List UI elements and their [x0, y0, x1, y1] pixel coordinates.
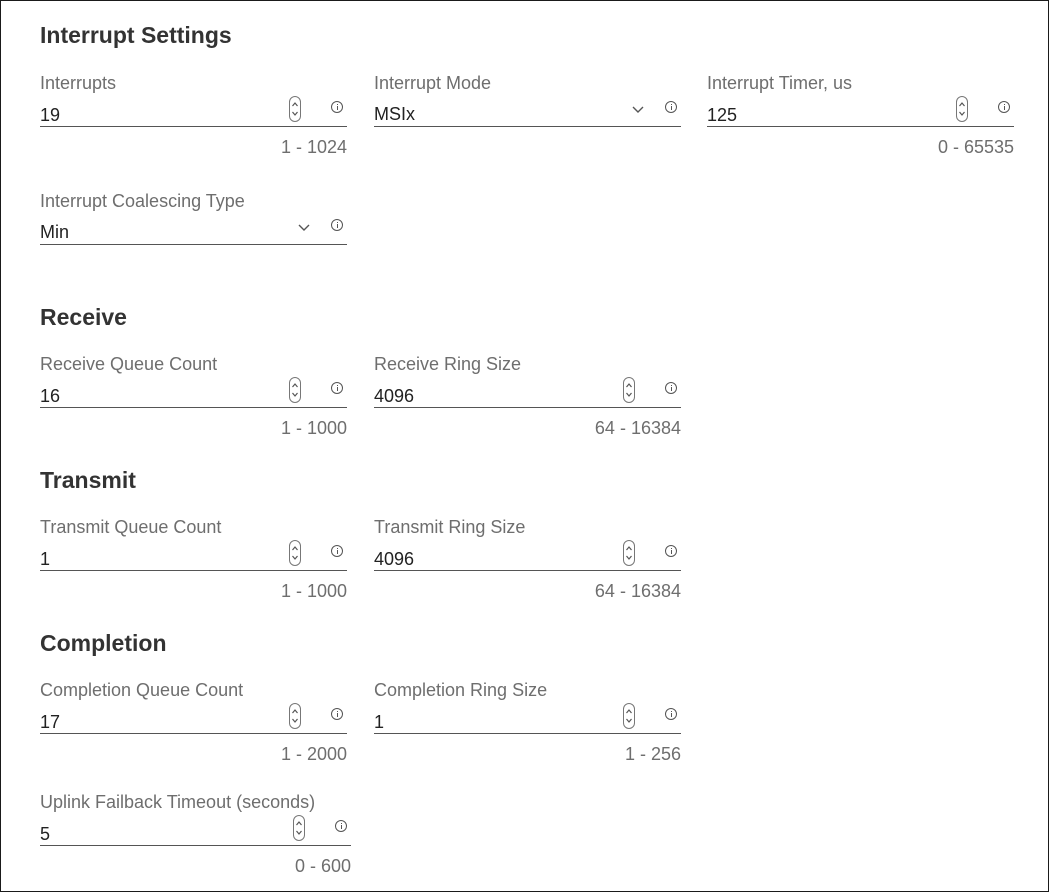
stepper-icon[interactable] [289, 540, 301, 566]
interrupt-timer-range: 0 - 65535 [937, 137, 1014, 157]
stepper-icon[interactable] [293, 815, 305, 841]
interrupts-label: Interrupts [40, 73, 117, 93]
info-icon[interactable] [331, 219, 343, 231]
interrupt-timer-label: Interrupt Timer, us [707, 73, 853, 93]
info-icon[interactable] [335, 820, 347, 832]
stepper-icon[interactable] [623, 377, 635, 403]
info-icon[interactable] [665, 545, 677, 557]
info-icon[interactable] [665, 382, 677, 394]
interrupt-timer-input[interactable] [707, 105, 937, 126]
section-title-interrupt: Interrupt Settings [40, 22, 232, 48]
receive-ring-size-input[interactable] [374, 386, 604, 407]
info-icon[interactable] [331, 382, 343, 394]
uplink-failback-timeout-input[interactable] [40, 824, 270, 845]
receive-queue-count-field [40, 355, 347, 455]
info-icon[interactable] [331, 708, 343, 720]
interrupt-timer-input-wrapper [707, 98, 1014, 127]
transmit-ring-size-input[interactable] [374, 549, 604, 570]
transmit-ring-size-label: Transmit Ring Size [374, 517, 526, 537]
uplink-failback-timeout-label: Uplink Failback Timeout (seconds) [40, 792, 316, 812]
transmit-ring-size-range: 64 - 16384 [594, 581, 681, 601]
interrupt-mode-value: MSIx [374, 104, 416, 124]
stepper-icon[interactable] [289, 703, 301, 729]
interrupts-field [40, 74, 347, 174]
completion-queue-count-range: 1 - 2000 [280, 744, 347, 764]
interrupt-mode-select[interactable] [374, 98, 681, 127]
completion-queue-count-field [40, 681, 347, 781]
receive-ring-size-field [374, 355, 681, 455]
completion-ring-size-input-wrapper [374, 705, 681, 734]
interrupts-range: 1 - 1024 [280, 137, 347, 157]
completion-queue-count-label: Completion Queue Count [40, 680, 244, 700]
info-icon[interactable] [665, 101, 677, 113]
interrupt-coalescing-select[interactable] [40, 216, 347, 245]
receive-ring-size-input-wrapper [374, 379, 681, 408]
stepper-icon[interactable] [623, 703, 635, 729]
interrupts-input-wrapper [40, 98, 347, 127]
transmit-ring-size-field [374, 518, 681, 618]
receive-queue-count-input-wrapper [40, 379, 347, 408]
transmit-queue-count-range: 1 - 1000 [280, 581, 347, 601]
completion-queue-count-input[interactable] [40, 712, 270, 733]
section-title-completion: Completion [40, 630, 167, 656]
receive-queue-count-label: Receive Queue Count [40, 354, 218, 374]
receive-queue-count-range: 1 - 1000 [280, 418, 347, 438]
stepper-icon[interactable] [289, 96, 301, 122]
info-icon[interactable] [331, 545, 343, 557]
interrupt-coalescing-value: Min [40, 222, 70, 242]
transmit-queue-count-label: Transmit Queue Count [40, 517, 222, 537]
interrupt-mode-label: Interrupt Mode [374, 73, 492, 93]
chevron-down-icon[interactable] [297, 220, 311, 234]
info-icon[interactable] [665, 708, 677, 720]
interrupt-mode-field [374, 74, 681, 174]
completion-queue-count-input-wrapper [40, 705, 347, 734]
receive-ring-size-label: Receive Ring Size [374, 354, 522, 374]
uplink-failback-timeout-input-wrapper [40, 817, 351, 846]
info-icon[interactable] [998, 101, 1010, 113]
completion-ring-size-field [374, 681, 681, 781]
transmit-queue-count-field [40, 518, 347, 618]
stepper-icon[interactable] [956, 96, 968, 122]
info-icon[interactable] [331, 101, 343, 113]
section-title-receive: Receive [40, 304, 127, 330]
receive-queue-count-input[interactable] [40, 386, 270, 407]
stepper-icon[interactable] [623, 540, 635, 566]
completion-ring-size-label: Completion Ring Size [374, 680, 548, 700]
uplink-failback-timeout-range: 0 - 600 [294, 856, 351, 876]
completion-ring-size-range: 1 - 256 [624, 744, 681, 764]
receive-ring-size-range: 64 - 16384 [594, 418, 681, 438]
transmit-queue-count-input-wrapper [40, 542, 347, 571]
completion-ring-size-input[interactable] [374, 712, 604, 733]
interrupts-input[interactable] [40, 105, 270, 126]
interrupt-coalescing-field [40, 192, 347, 292]
chevron-down-icon[interactable] [631, 102, 645, 116]
interrupt-timer-field [707, 74, 1014, 174]
uplink-failback-timeout-field [40, 793, 351, 893]
transmit-ring-size-input-wrapper [374, 542, 681, 571]
transmit-queue-count-input[interactable] [40, 549, 270, 570]
section-title-transmit: Transmit [40, 467, 136, 493]
stepper-icon[interactable] [289, 377, 301, 403]
interrupt-coalescing-label: Interrupt Coalescing Type [40, 191, 245, 211]
